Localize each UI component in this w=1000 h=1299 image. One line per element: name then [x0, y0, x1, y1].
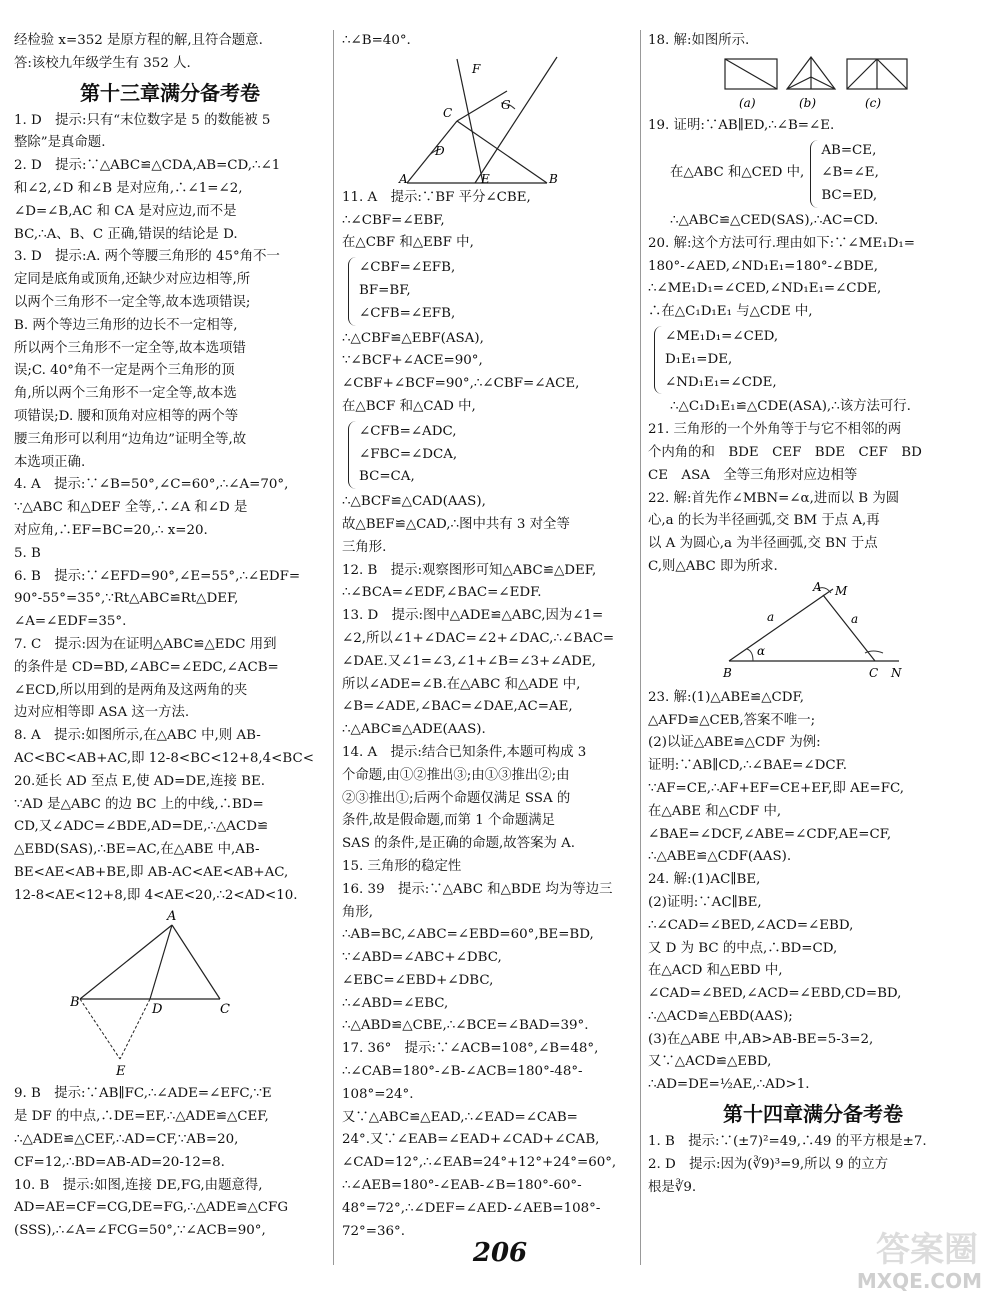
- text-line: ∠CBF=∠EFB,: [359, 260, 456, 276]
- text-line: AD=AE=CF=CG,DE=FG,∴△ADE≌△CFG: [14, 1200, 289, 1216]
- text-line: 和∠2,∠D 和∠B 是对应角,∴∠1=∠2,: [14, 180, 243, 196]
- text-line: ∴∠CAB=180°-∠B-∠ACB=180°-48°-: [342, 1064, 583, 1080]
- text-line: ∠CAD=12°,∴∠EAB=24°+12°+24°=60°,: [342, 1155, 617, 1171]
- text-line: 12. B 提示:观察图形可知△ABC≌△DEF,: [342, 562, 597, 578]
- text-line: 腰三角形可以利用“边角边”证明全等,故: [14, 431, 247, 447]
- q23-q24-text: [648, 687, 978, 1097]
- text-line: ∠CFB=∠EFB,: [359, 305, 456, 321]
- chapter-13-heading: 第十三章满分备考卷: [80, 80, 260, 105]
- fig22-label-n: N: [891, 665, 902, 680]
- text-line: 角形,: [342, 904, 374, 920]
- text-line: 5. B: [14, 545, 41, 561]
- text-line: 8. A 提示:如图所示,在△ABC 中,则 AB-: [14, 728, 261, 744]
- text-line: (2)证明:∵AC∥BE,: [648, 894, 762, 910]
- watermark-url: MXQE.COM: [856, 1269, 982, 1293]
- text-line: C,则△ABC 即为所求.: [648, 558, 778, 574]
- text-line: ∴△ADE≌△CEF,∴AD=CF,∵AB=20,: [14, 1132, 239, 1148]
- text-line: 答:该校九年级学生有 352 人.: [14, 55, 191, 71]
- text-line: 又∵△ABC≌△EAD,∴∠EAD=∠CAB=: [342, 1109, 578, 1125]
- fig18-label-c: (c): [865, 95, 882, 110]
- text-line: 2. D 提示:因为(∛9)³=9,所以 9 的立方: [648, 1156, 889, 1172]
- fig10-label-g: G: [501, 97, 511, 112]
- text-line: (3)在△ABE 中,AB>AB-BE=5-3=2,: [648, 1031, 874, 1047]
- text-line: 11. A 提示:∵BF 平分∠CBE,: [342, 189, 531, 205]
- text-line: 20.延长 AD 至点 E,使 AD=DE,连接 BE.: [14, 773, 266, 789]
- figure-q22: [713, 581, 913, 685]
- chapter-14-heading: 第十四章满分备考卷: [723, 1102, 903, 1127]
- fig22-label-c: C: [869, 665, 879, 680]
- column-divider: [640, 30, 641, 1265]
- fig22-label-a-side: a: [767, 609, 775, 624]
- text-line: 角,所以两个三角形不一定全等,故本选: [14, 386, 237, 402]
- text-line: ∠CFB=∠ADC,: [359, 423, 457, 439]
- text-line: 23. 解:(1)△ABE≌△CDF,: [648, 689, 804, 705]
- text-line: ∵∠ABD=∠ABC+∠DBC,: [342, 950, 502, 966]
- text-line: ∴∠ABD=∠EBC,: [342, 995, 449, 1011]
- text-line: 21. 三角形的一个外角等于与它不相邻的两: [648, 422, 902, 438]
- text-line: ∠ME₁D₁=∠CED,: [665, 328, 779, 344]
- text-line: 4. A 提示:∵∠B=50°,∠C=60°,∴∠A=70°,: [14, 477, 289, 493]
- figure-q8: [70, 909, 270, 1081]
- text-line: ∠DAE.又∠1=∠3,∠1+∠B=∠3+∠ADE,: [342, 653, 596, 669]
- col2-top-lines: [342, 30, 632, 53]
- fig10-label-f: F: [472, 61, 481, 76]
- text-line: 项错误;D. 腰和顶角对应相等的两个等: [14, 408, 239, 424]
- text-line: 是 DF 的中点,∴DE=EF,∴△ADE≌△CEF,: [14, 1109, 269, 1125]
- text-line: ∠ECD,所以用到的是两角及这两角的夹: [14, 682, 248, 698]
- text-line: 三角形.: [342, 539, 387, 555]
- text-line: 90°-55°=35°,∵Rt△ABC≌Rt△DEF,: [14, 591, 239, 607]
- fig10-label-e: E: [481, 171, 490, 185]
- q11-system-2: [348, 421, 632, 489]
- column-3: [648, 30, 978, 1199]
- text-line: ∴△ABE≌△CDF(AAS).: [648, 849, 792, 865]
- text-line: 13. D 提示:图中△ADE≌△ABC,因为∠1=: [342, 608, 604, 624]
- text-line: 根是∛9.: [648, 1179, 697, 1195]
- text-line: 180°-∠AED,∠ND₁E₁=180°-∠BDE,: [648, 258, 878, 274]
- chapter-14-answers: [648, 1131, 978, 1199]
- text-line: 10. B 提示:如图,连接 DE,FG,由题意得,: [14, 1177, 263, 1193]
- text-line: ∵△ABC 和△DEF 全等,∴∠A 和∠D 是: [14, 500, 248, 516]
- text-line: AC<BC<AB+AC,即 12-8<BC<12+8,4<BC<: [14, 750, 314, 766]
- text-line: ∠B=∠ADE,∠BAC=∠DAE,AC=AE,: [342, 699, 573, 715]
- q19-text-3: ∴△ABC≌△CED(SAS),∴AC=CD.: [670, 212, 879, 228]
- fig10-label-a: A: [399, 171, 408, 185]
- text-line: 24°.又∵∠EAB=∠EAD+∠CAD+∠CAB,: [342, 1132, 600, 1148]
- q20-text: [648, 233, 978, 324]
- text-line: 定同是底角或顶角,还缺少对应边相等,所: [14, 272, 251, 288]
- text-line: ∠D=∠B,AC 和 CA 是对应边,而不是: [14, 203, 237, 219]
- q11-text-2: [342, 328, 632, 419]
- text-line: ②③推出①;后两个命题仅满足 SSA 的: [342, 790, 571, 806]
- text-line: 边对应相等即 ASA 这一方法.: [14, 705, 190, 721]
- q19-text-1: 19. 证明:∵AB∥ED,∴∠B=∠E.: [648, 117, 835, 133]
- text-line: D₁E₁=DE,: [665, 351, 733, 367]
- text-line: ∵∠BCF+∠ACE=90°,: [342, 353, 483, 369]
- q19-system-row: [648, 138, 978, 210]
- text-line: 9. B 提示:∵AB∥FC,∴∠ADE=∠EFC,∵E: [14, 1086, 272, 1102]
- text-line: 以 A 为圆心,a 为半径画弧,交 BN 于点: [648, 536, 878, 552]
- text-line: ∠CAD=∠BED,∠ACD=∠EBD,CD=BD,: [648, 986, 902, 1002]
- text-line: 在△ACD 和△EBD 中,: [648, 963, 783, 979]
- q22-text: [648, 488, 978, 579]
- text-line: 的条件是 CD=BD,∠ABC=∠EDC,∠ACB=: [14, 659, 279, 675]
- text-line: ∠BAE=∠DCF,∠ABE=∠CDF,AE=CF,: [648, 826, 892, 842]
- col1-answers: [14, 110, 326, 908]
- text-line: 误;C. 40°角不一定是两个三角形的顶: [14, 363, 235, 379]
- text-line: ∴∠B=40°.: [342, 33, 411, 48]
- text-line: CE ASA 全等三角形对应边相等: [648, 467, 858, 483]
- text-line: (SSS),∴∠A=∠FCG=50°,∵∠ACB=90°,: [14, 1223, 266, 1239]
- text-line: ∴在△C₁D₁E₁ 与△CDE 中,: [648, 304, 813, 320]
- figure-q10: [397, 55, 577, 185]
- fig22-label-a: A: [813, 580, 822, 594]
- text-line: 24. 解:(1)AC∥BE,: [648, 872, 761, 888]
- text-line: 以两个三角形不一定全等,故本选项错误;: [14, 294, 251, 310]
- text-line: ∠CBF+∠BCF=90°,∴∠CBF=∠ACE,: [342, 376, 580, 392]
- text-line: 72°=36°.: [342, 1223, 405, 1239]
- text-line: ∴∠AEB=180°-∠EAB-∠B=180°-60°-: [342, 1178, 582, 1194]
- text-line: 整除”是真命题.: [14, 135, 106, 151]
- fig22-label-alpha: α: [757, 643, 766, 658]
- text-line: 在△ABE 和△CDF 中,: [648, 803, 782, 819]
- text-line: CD,又∠ADC=∠BDE,AD=DE,∴△ACD≌: [14, 819, 269, 835]
- text-line: ∠B=∠E,: [821, 165, 879, 181]
- text-line: 心,a 的长为半径画弧,交 BM 于点 A,再: [648, 513, 880, 529]
- fig8-label-a: A: [167, 909, 177, 925]
- text-line: BC,∴A、B、C 正确,错误的结论是 D.: [14, 226, 238, 242]
- text-line: BC=CA,: [359, 469, 415, 485]
- text-line: 又 D 为 BC 的中点,∴BD=CD,: [648, 940, 838, 956]
- col2-answers: [342, 491, 632, 1243]
- text-line: 对应角,∴EF=BC=20,∴ x=20.: [14, 522, 208, 538]
- text-line: 7. C 提示:因为在证明△ABC≌△EDC 用到: [14, 636, 277, 652]
- fig10-label-d: D: [435, 143, 445, 158]
- text-line: ∴∠BCA=∠EDF,∠BAC=∠EDF.: [342, 585, 542, 601]
- text-line: 所以∠ADE=∠B.在△ABC 和△ADE 中,: [342, 676, 581, 692]
- text-line: BE<AE<AB+BE,即 AB-AC<AE<AB+AC,: [14, 864, 289, 880]
- text-line: ∴AD=DE=½AE,∴AD>1.: [648, 1077, 810, 1093]
- text-line: ∵AD 是△ABC 的边 BC 上的中线,∴BD=: [14, 796, 264, 812]
- text-line: 经检验 x=352 是原方程的解,且符合题意.: [14, 33, 263, 48]
- text-line: 14. A 提示:结合已知条件,本题可构成 3: [342, 744, 587, 760]
- fig8-label-e: E: [116, 1064, 126, 1080]
- figure-q18: [713, 55, 913, 113]
- column-1: [14, 30, 326, 1243]
- text-line: BF=BF,: [359, 282, 411, 298]
- fig22-label-a-side-2: a: [851, 611, 859, 626]
- q18-text: 18. 解:如图所示.: [648, 33, 750, 48]
- text-line: ∴∠ME₁D₁=∠CED,∠ND₁E₁=∠CDE,: [648, 281, 882, 297]
- text-line: 证明:∵AB∥CD,∴∠BAE=∠DCF.: [648, 758, 848, 774]
- q11-text: [342, 187, 632, 255]
- text-line: ∴△ACD≌△EBD(AAS);: [648, 1008, 793, 1024]
- fig8-label-c: C: [220, 1002, 230, 1018]
- text-line: 所以两个三角形不一定全等,故本选项错: [14, 340, 246, 356]
- text-line: 1. B 提示:∵(±7)²=49,∴49 的平方根是±7.: [648, 1134, 927, 1150]
- q20-system: [654, 326, 978, 394]
- text-line: 16. 39 提示:∵△ABC 和△BDE 均为等边三: [342, 881, 613, 897]
- text-line: 故△BEF≌△CAD,∴图中共有 3 对全等: [342, 516, 570, 532]
- text-line: 2. D 提示:∵△ABC≌△CDA,AB=CD,∴∠1: [14, 158, 281, 174]
- col1-answers-continued: [14, 1083, 326, 1243]
- fig18-label-a: (a): [739, 95, 756, 110]
- text-line: 本选项正确.: [14, 454, 86, 470]
- q20-conclusion: ∴△C₁D₁E₁≌△CDE(ASA),∴该方法可行.: [670, 399, 911, 415]
- fig10-label-c: C: [443, 105, 453, 120]
- text-line: 12-8<AE<12+8,即 4<AE<20,∴2<AD<10.: [14, 887, 298, 903]
- text-line: (2)以证△ABE≌△CDF 为例:: [648, 735, 821, 751]
- text-line: ∴△BCF≌△CAD(AAS),: [342, 494, 486, 510]
- page-number: 206: [472, 1238, 528, 1268]
- text-line: △AFD≌△CEB,答案不唯一;: [648, 712, 816, 728]
- text-line: 在△CBF 和△EBF 中,: [342, 235, 474, 251]
- text-line: ∠ND₁E₁=∠CDE,: [665, 374, 777, 390]
- text-line: ∠A=∠EDF=35°.: [14, 614, 127, 630]
- text-line: CF=12,∴BD=AB-AD=20-12=8.: [14, 1154, 225, 1170]
- column-2: [342, 30, 632, 1243]
- q19-system: [810, 140, 879, 208]
- text-line: ∴△ABC≌△ADE(AAS).: [342, 722, 486, 738]
- text-line: ∴△ABD≌△CBE,∴∠BCE=∠BAD=39°.: [342, 1018, 589, 1034]
- text-line: △EBD(SAS),∴BE=AC,在△ABE 中,AB-: [14, 842, 260, 858]
- text-line: 48°=72°,∴∠DEF=∠AED-∠AEB=108°-: [342, 1200, 601, 1216]
- fig8-label-b: B: [70, 995, 80, 1011]
- q11-system-1: [348, 257, 632, 325]
- text-line: AB=CE,: [821, 142, 877, 158]
- text-line: ∴△CBF≌△EBF(ASA),: [342, 330, 484, 346]
- text-line: ∴∠CAD=∠BED,∠ACD=∠EBD,: [648, 917, 854, 933]
- fig22-label-m: M: [835, 583, 848, 598]
- q19-text-2: 在△ABC 和△CED 中,: [670, 165, 805, 181]
- text-line: 3. D 提示:A. 两个等腰三角形的 45°角不一: [14, 249, 280, 265]
- text-line: 条件,故是假命题,而第 1 个命题满足: [342, 813, 556, 829]
- text-line: ∠FBC=∠DCA,: [359, 446, 458, 462]
- text-line: 108°=24°.: [342, 1086, 414, 1102]
- text-line: 在△BCF 和△CAD 中,: [342, 398, 476, 414]
- text-line: ∵AF=CE,∴AF+EF=CE+EF,即 AE=FC,: [648, 780, 905, 796]
- fig10-label-b: B: [549, 171, 558, 185]
- text-line: 个内角的和 BDE CEF BDE CEF BD: [648, 444, 922, 460]
- text-line: 17. 36° 提示:∵∠ACB=108°,∠B=48°,: [342, 1041, 599, 1057]
- watermark-logo: 答案圈: [876, 1230, 978, 1270]
- q21-text: [648, 419, 978, 487]
- text-line: BC=ED,: [821, 188, 878, 204]
- text-line: 又∵△ACD≌△EBD,: [648, 1054, 772, 1070]
- text-line: 22. 解:首先作∠MBN=∠α,进而以 B 为圆: [648, 490, 900, 506]
- text-line: ∴AB=BC,∠ABC=∠EBD=60°,BE=BD,: [342, 927, 594, 943]
- text-line: 6. B 提示:∵∠EFD=90°,∠E=55°,∴∠EDF=: [14, 568, 301, 584]
- col1-top-lines: [14, 30, 326, 76]
- text-line: B. 两个等边三角形的边长不一定相等,: [14, 317, 238, 333]
- text-line: ∠EBC=∠EBD+∠DBC,: [342, 972, 494, 988]
- text-line: 1. D 提示:只有“末位数字是 5 的数能被 5: [14, 112, 271, 128]
- text-line: SAS 的条件,是正确的命题,故答案为 A.: [342, 836, 576, 852]
- text-line: ∴∠CBF=∠EBF,: [342, 212, 445, 228]
- column-divider: [333, 30, 334, 1265]
- fig18-label-b: (b): [799, 95, 817, 110]
- fig22-label-b: B: [723, 665, 732, 680]
- fig8-label-d: D: [152, 1002, 163, 1018]
- text-line: ∠2,所以∠1+∠DAC=∠2+∠DAC,∴∠BAC=: [342, 630, 615, 646]
- text-line: 15. 三角形的稳定性: [342, 858, 462, 874]
- text-line: 20. 解:这个方法可行.理由如下:∵∠ME₁D₁=: [648, 235, 915, 251]
- text-line: 个命题,由①②推出③;由①③推出②;由: [342, 767, 570, 783]
